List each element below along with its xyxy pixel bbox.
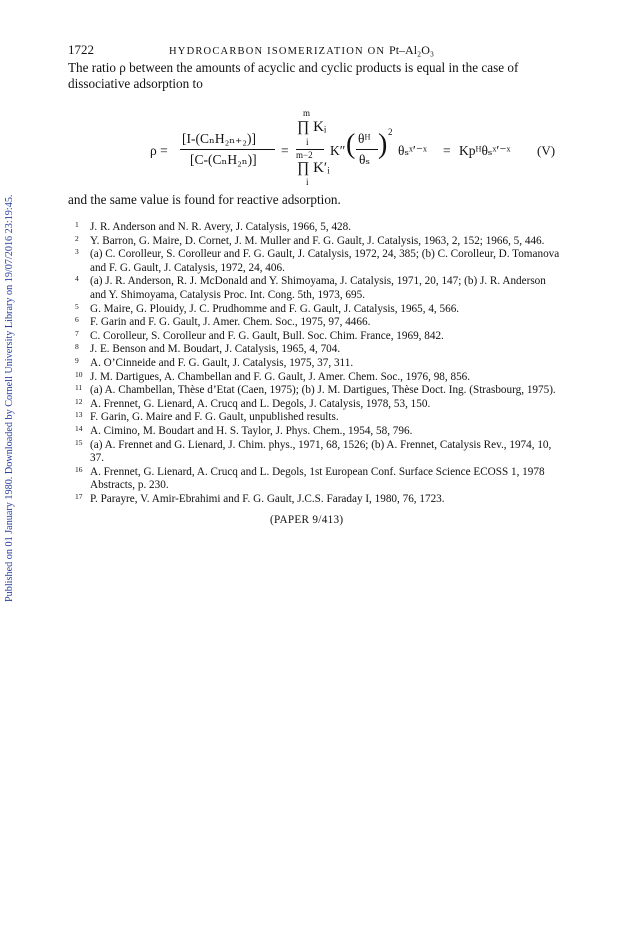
reference-text: J. M. Dartigues, A. Chambellan and F. G. Gault, J. Amer. Chem. Soc., 1976, 98, 856. (90, 370, 471, 383)
reference-item (75, 301, 560, 317)
running-head-title: HYDROCARBON ISOMERIZATION ON (169, 46, 386, 57)
equation-fraction1-bar (180, 149, 275, 150)
reference-item (75, 328, 560, 344)
reference-text: A. O’Cinneide and F. G. Gault, J. Catalysis, 1975, 37, 311. (90, 356, 354, 369)
reference-item (75, 464, 560, 493)
reference-item (75, 396, 560, 412)
reference-number: 9 (75, 355, 79, 365)
download-watermark-text: Published on 01 January 1980. Downloaded by Cornell University Library on 19/07/2016 23:19:45. (4, 194, 15, 602)
equation-k-double-prime: K″ (330, 143, 346, 158)
equation-v (120, 108, 570, 187)
reference-number: 13 (75, 410, 83, 420)
reference-list (75, 220, 560, 506)
reference-number: 8 (75, 342, 79, 352)
reference-number: 3 (75, 247, 79, 257)
reference-text: G. Maire, G. Plouidy, J. C. Prudhomme and F. G. Gault, J. Catalysis, 1965, 4, 566. (90, 302, 460, 315)
reference-text: (a) A. Frennet and G. Lienard, J. Chim. phys., 1971, 68, 1526; (b) A. Frennet, Catalysis Rev., 1974, 10, 37. (90, 438, 552, 465)
reference-number: 10 (75, 369, 83, 379)
reference-item (75, 383, 560, 398)
reference-number: 4 (75, 274, 79, 284)
reference-item (75, 247, 560, 275)
reference-number: 15 (75, 437, 83, 447)
reference-item (75, 342, 560, 357)
reference-number: 5 (75, 301, 79, 311)
running-head-formula: Pt–Al₂O₃ (389, 43, 435, 57)
reference-text: (a) J. R. Anderson, R. J. McDonald and Y. Shimoyama, J. Catalysis, 1971, 20, 147; (b) J. R. Anderson and Y. Shimoyama, Catalysis Proc. Int. Cong. 5th, 1973, 695. (90, 275, 546, 301)
equation-theta-term: θₛˣ′⁻ˣ (398, 143, 427, 158)
equation-equals-1: = (281, 143, 289, 158)
reference-item (75, 355, 560, 371)
equation-lhs: ρ = (150, 143, 168, 158)
reference-text: (a) C. Corolleur, S. Corolleur and F. G. Gault, J. Catalysis, 1972, 24, 385; (b) C. Corolleur, D. Tomanova and F. G. Gault, J. Catalysis, 1972, 24, 406. (90, 248, 560, 274)
reference-text: Y. Barron, G. Maire, D. Cornet, J. M. Muller and F. G. Gault, J. Catalysis, 1963, 2, 152; 1966, 5, 446. (90, 234, 545, 247)
equation-equals-2: = (443, 143, 451, 158)
reference-text: F. Garin and F. G. Gault, J. Amer. Chem. Soc., 1975, 97, 4466. (90, 316, 371, 329)
equation-power: 2 (388, 127, 393, 137)
equation-fraction1-denominator: [C-(CₙH₂ₙ)] (190, 152, 257, 167)
reference-text: A. Frennet, G. Lienard, A. Crucq and L. Degols, 1st European Conf. Surface Science ECOSS 1, 1978 Abstracts, p. 230. (90, 465, 545, 492)
reference-number: 14 (75, 423, 83, 433)
reference-number: 2 (75, 233, 79, 243)
paper-code: (PAPER 9/413) (270, 514, 344, 526)
equation-fraction1-numerator: [I-(CₙH₂ₙ₊₂)] (182, 131, 256, 146)
product-denominator-index: i (306, 177, 309, 187)
equation-rhs: Kpᴴθₛˣ′⁻ˣ (459, 143, 511, 158)
reference-item (75, 437, 560, 466)
page-number: 1722 (68, 42, 94, 57)
running-head (169, 43, 434, 58)
reference-number: 16 (75, 464, 83, 474)
reference-number: 7 (75, 328, 79, 338)
reference-text: C. Corolleur, S. Corolleur and F. G. Gault, Bull. Soc. Chim. France, 1969, 842. (90, 329, 444, 342)
reference-text: (a) A. Chambellan, Thèse d’Etat (Caen, 1975); (b) J. M. Dartigues, Thèse Doct. Ing. (Strasbourg, 1975). (90, 384, 556, 397)
reference-text: A. Frennet, G. Lienard, A. Crucq and L. Degols, J. Catalysis, 1978, 53, 150. (90, 397, 431, 410)
product-numerator-index: i (306, 137, 309, 147)
page-header (68, 42, 568, 62)
product-upper-limit: m (303, 108, 311, 118)
equation-open-paren: ( (346, 129, 356, 160)
reference-number: 17 (75, 491, 83, 501)
reference-number: 1 (75, 220, 79, 229)
equation-ratio-denominator: θₛ (359, 152, 371, 167)
equation-close-paren: ) (378, 129, 388, 160)
reference-item (75, 274, 560, 302)
reference-text: A. Cimino, M. Boudart and H. S. Taylor, J. Phys. Chem., 1954, 58, 796. (90, 424, 413, 437)
reference-text: J. E. Benson and M. Boudart, J. Catalysis, 1965, 4, 704. (90, 343, 341, 356)
paragraph-after-equation: and the same value is found for reactive adsorption. (68, 192, 341, 207)
paragraph-intro: The ratio ρ between the amounts of acyclic and cyclic products is equal in the case of dissociative adsorption to (68, 60, 519, 91)
download-watermark (3, 132, 17, 602)
reference-item (75, 491, 560, 507)
equation-number: (V) (537, 143, 556, 158)
reference-item (75, 220, 560, 235)
reference-number: 12 (75, 396, 83, 406)
reference-text: F. Garin, G. Maire and F. G. Gault, unpublished results. (90, 411, 339, 424)
product-lower-limit: m−2 (296, 150, 313, 160)
reference-number: 11 (75, 383, 83, 393)
equation-ratio-bar (356, 149, 378, 150)
reference-item (75, 233, 560, 249)
product-numerator: ∏ Kᵢ (297, 119, 327, 135)
reference-text: J. R. Anderson and N. R. Avery, J. Catalysis, 1966, 5, 428. (90, 221, 352, 233)
reference-number: 6 (75, 315, 79, 325)
reference-item (75, 369, 560, 385)
reference-item (75, 410, 560, 425)
equation-ratio-numerator: θᴴ (358, 131, 371, 146)
product-denominator: ∏ K′ᵢ (297, 160, 330, 176)
reference-item (75, 315, 560, 330)
reference-text: P. Parayre, V. Amir-Ebrahimi and F. G. Gault, J.C.S. Faraday I, 1980, 76, 1723. (90, 492, 445, 505)
reference-item (75, 423, 560, 439)
